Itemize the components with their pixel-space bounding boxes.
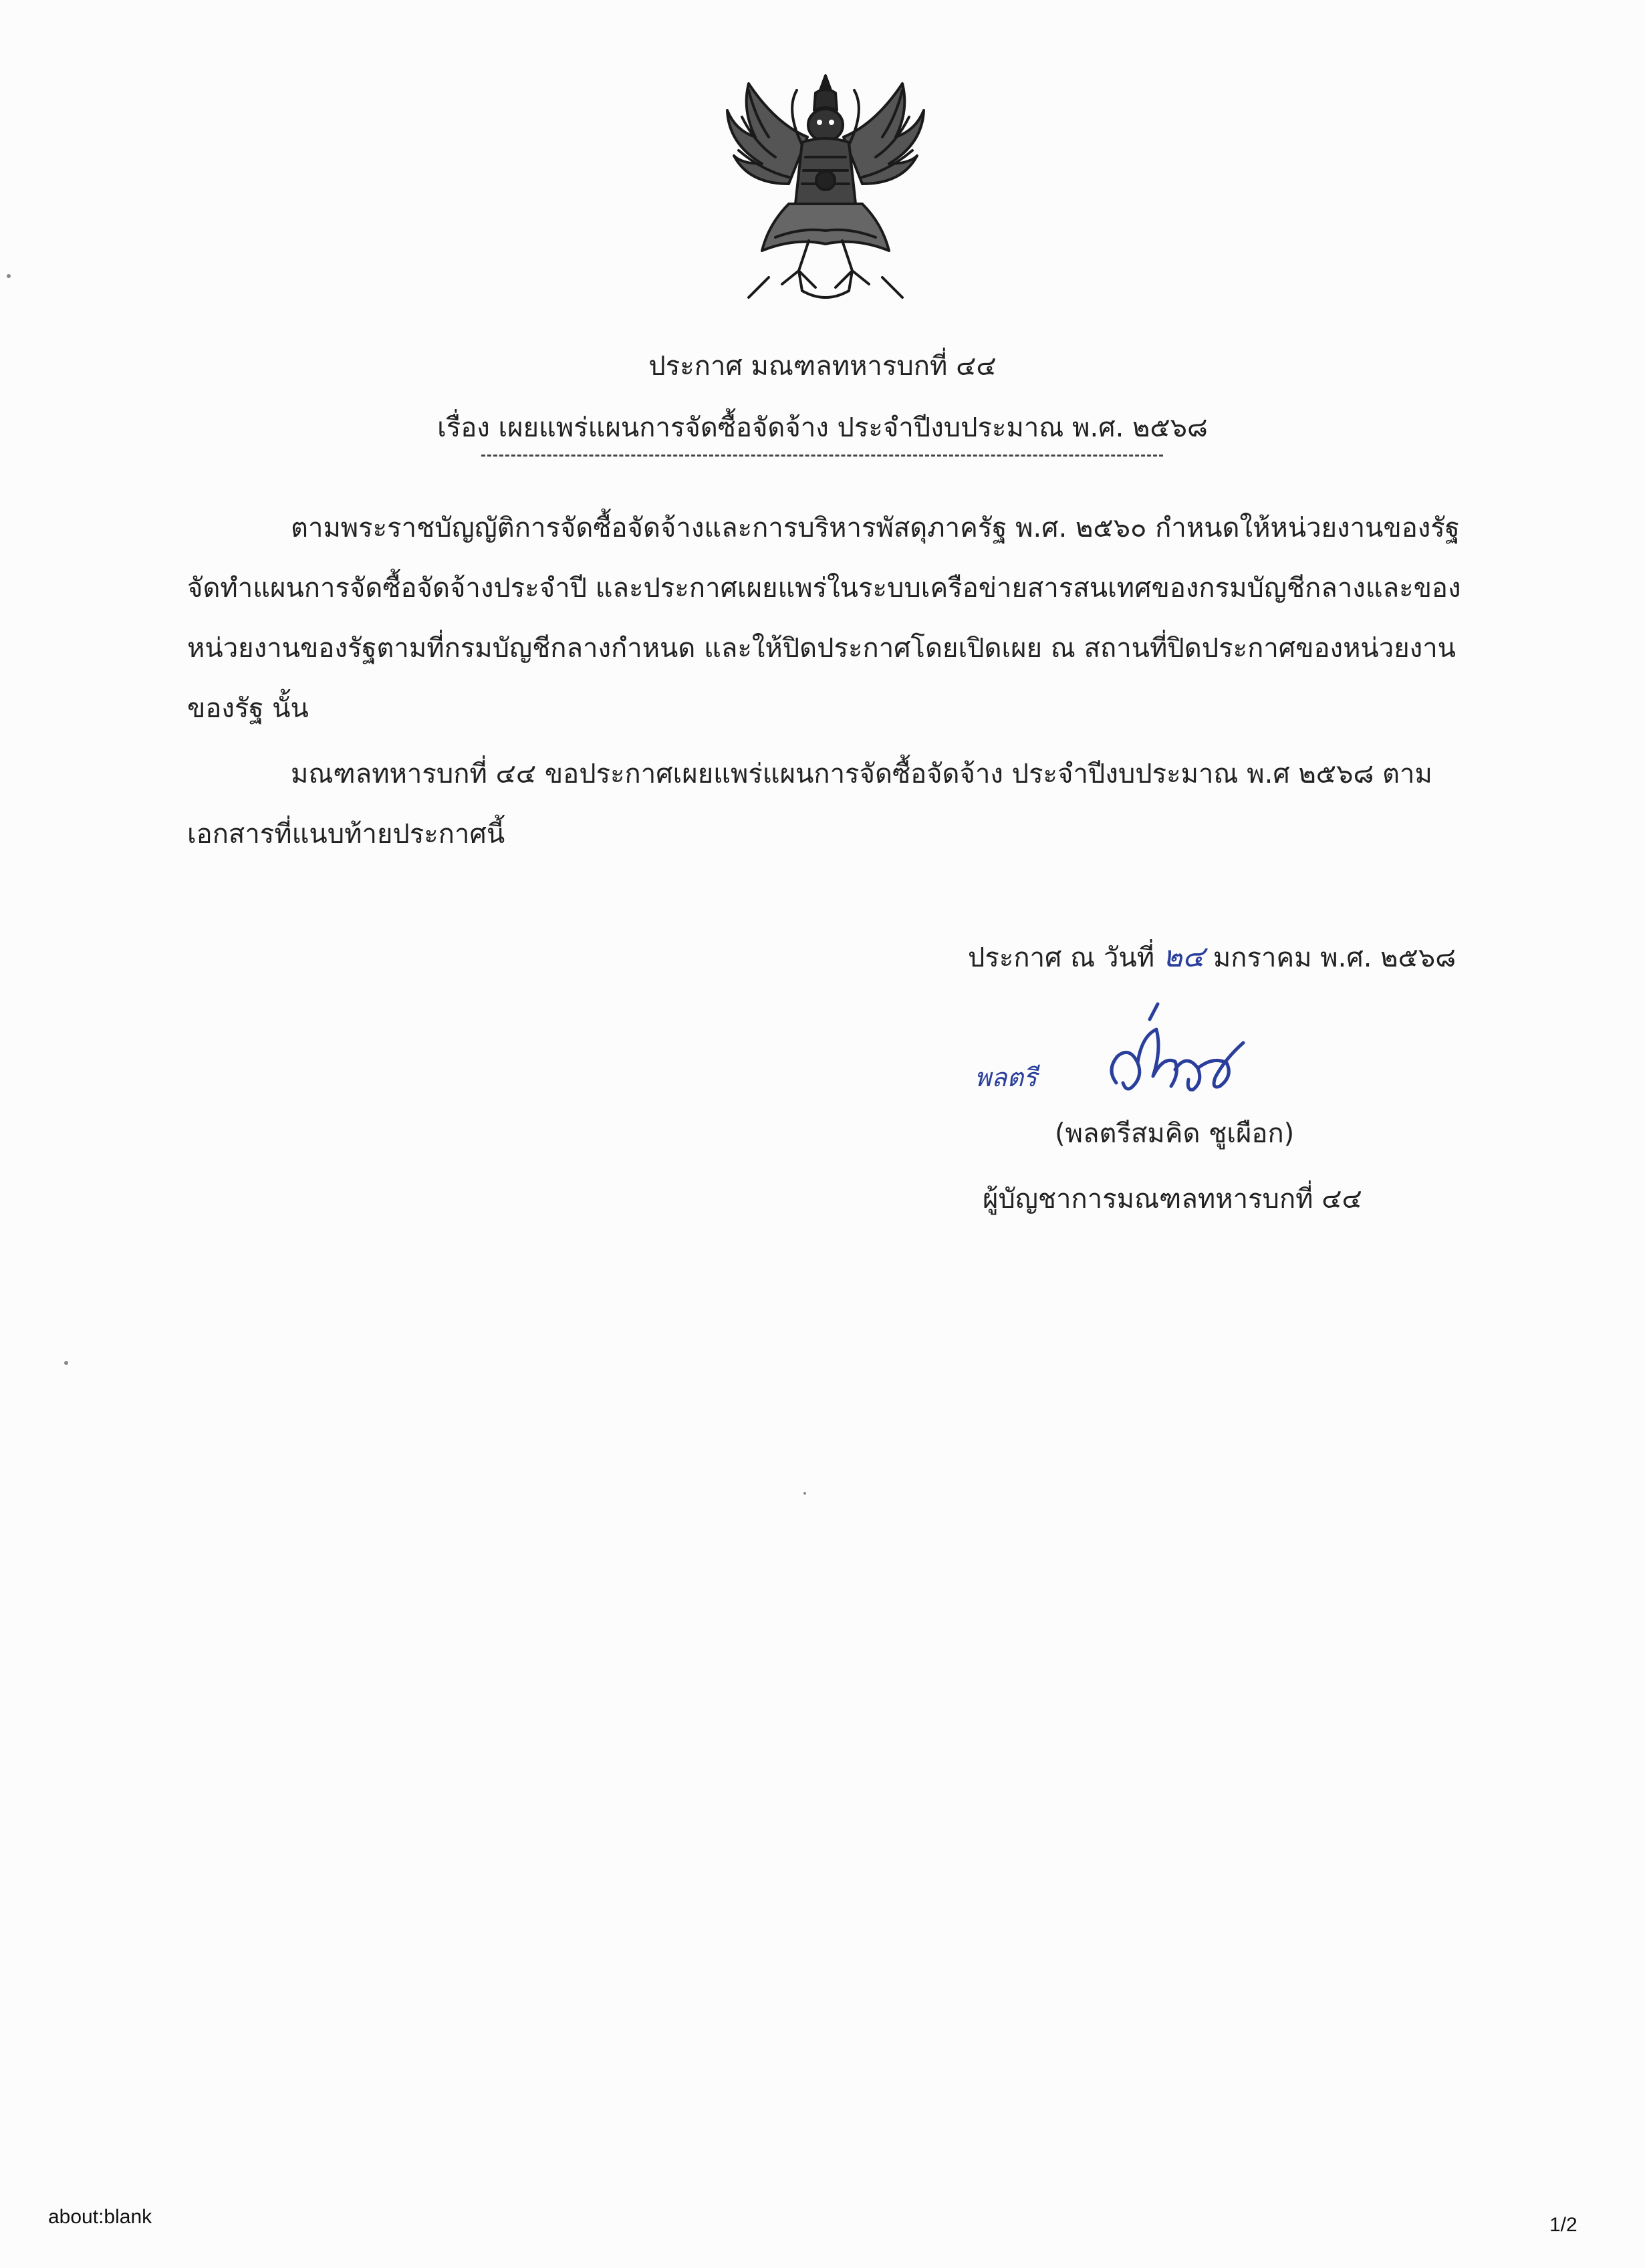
signature-rank-handwritten: พลตรี — [975, 1063, 1037, 1092]
announcement-title: ประกาศ มณฑลทหารบกที่ ๔๔ — [648, 351, 997, 382]
body-line-2: จัดทำแผนการจัดซื้อจัดจ้างประจำปี และประกาศเผยแพร่ในระบบเครือข่ายสารสนเทศของกรมบัญชีกลางและของ — [187, 573, 1461, 604]
signer-name: (พลตรีสมคิด ชูเผือก) — [1055, 1118, 1295, 1149]
signer-position: ผู้บัญชาการมณฑลทหารบกที่ ๔๔ — [983, 1184, 1362, 1215]
body-line-1: ตามพระราชบัญญัติการจัดซื้อจัดจ้างและการบริหารพัสดุภาครัฐ พ.ศ. ๒๕๖๐ กำหนดให้หน่วยงานของรัฐ — [291, 513, 1460, 543]
date-prefix: ประกาศ ณ วันที่ — [968, 942, 1155, 973]
body-line-4: ของรัฐ นั้น — [187, 693, 309, 724]
scan-speck — [7, 274, 11, 278]
garuda-emblem-icon — [722, 70, 929, 311]
body-line-5: มณฑลทหารบกที่ ๔๔ ขอประกาศเผยแพร่แผนการจัดซื้อจัดจ้าง ประจำปีงบประมาณ พ.ศ ๒๕๖๘ ตาม — [291, 759, 1432, 789]
separator-dashes — [481, 455, 1163, 457]
print-footer-page-number: 1/2 — [1549, 2214, 1577, 2236]
date-suffix: มกราคม พ.ศ. ๒๕๖๘ — [1213, 942, 1457, 973]
announcement-subject: เรื่อง เผยแพร่แผนการจัดซื้อจัดจ้าง ประจำปีงบประมาณ พ.ศ. ๒๕๖๘ — [437, 412, 1208, 443]
body-line-6: เอกสารที่แนบท้ายประกาศนี้ — [187, 819, 505, 850]
date-line — [968, 938, 1456, 977]
signature-mark — [963, 989, 1263, 1110]
scan-speck — [64, 1361, 68, 1365]
scan-speck — [803, 1492, 806, 1495]
body-line-3: หน่วยงานของรัฐตามที่กรมบัญชีกลางกำหนด และให้ปิดประกาศโดยเปิดเผย ณ สถานที่ปิดประกาศของหน่วยงาน — [187, 633, 1457, 664]
print-footer-url: about:blank — [48, 2206, 152, 2228]
date-day-handwritten: ๒๔ — [1162, 940, 1205, 974]
